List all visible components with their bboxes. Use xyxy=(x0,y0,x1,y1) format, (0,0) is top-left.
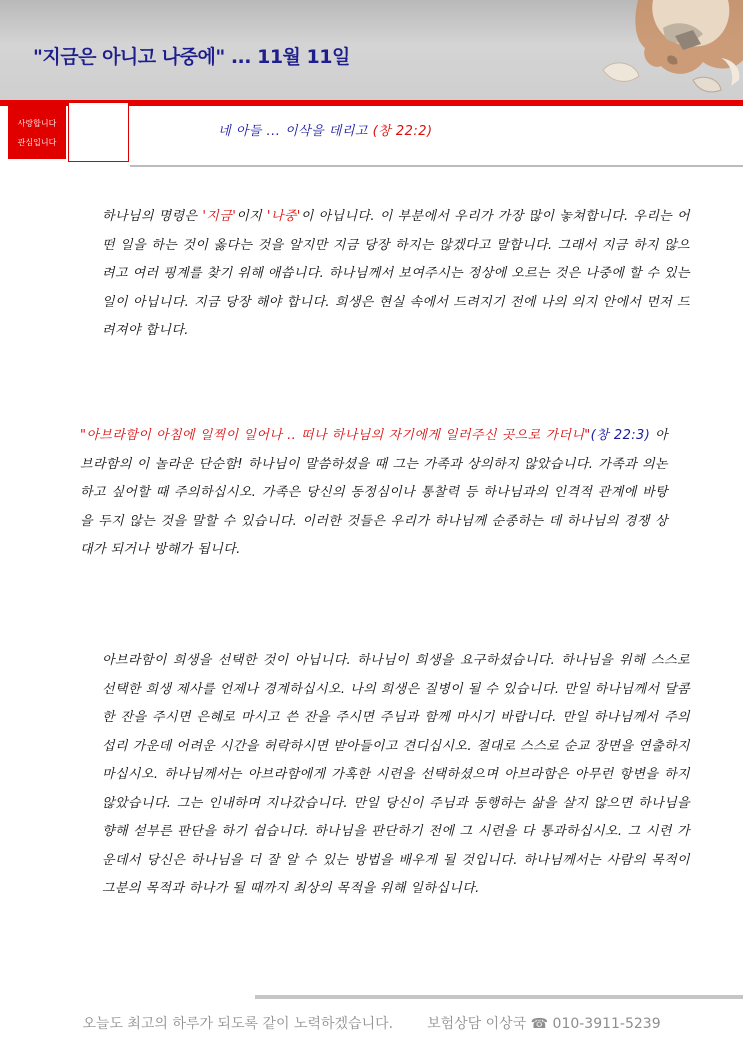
verse-subtitle xyxy=(218,120,433,139)
page-title: "지금은 아니고 나중에" ... 11월 11일 xyxy=(33,46,350,68)
para2-text: 아브라함의 이 놀라운 단순함! 하나님이 말씀하셨을 때 그는 가족과 상의하지 않았습니다. 가족과 의논하고 싶어할 때 주의하십시오. 가족은 당신의 동정심이나 통찰력 등 하나님과의 인격적 관계에 바탕을 두지 않는 것을 말할 수 있습니다. 이러한 것들은 우리가 하나님께 순종하는 데 하나님의 경쟁 상대가 되거나 방해가 됩니다. xyxy=(80,428,668,557)
footer-divider xyxy=(255,995,743,999)
header-banner xyxy=(0,0,743,100)
label-box xyxy=(8,101,66,159)
label-line-2: 관심입니다 xyxy=(17,138,57,147)
subtitle-divider xyxy=(130,165,743,167)
paragraph-3 xyxy=(80,647,690,904)
verse-reference: (창 22:2) xyxy=(372,124,433,139)
verse-text: 네 아들 ... 이삭을 데리고 xyxy=(218,124,373,139)
paragraph-2 xyxy=(80,422,668,565)
footer xyxy=(0,1013,743,1033)
paragraph-1 xyxy=(80,203,690,346)
footer-contact: 보험상담 이상국 ☎ 010-3911-5239 xyxy=(427,1016,661,1032)
para1-text-2: 이지 xyxy=(236,209,267,224)
label-line-1: 사랑합니다 xyxy=(17,119,57,128)
para1-later-word: '나중' xyxy=(266,209,301,224)
blank-box xyxy=(68,102,129,162)
para1-text-3: 이 아닙니다. 이 부분에서 우리가 가장 많이 놓쳐합니다. 우리는 어떤 일을 하는 것이 옳다는 것을 알지만 지금 당장 하지는 않겠다고 말합니다. 그래서 지금 하지 않으려고 여러 핑계를 찾기 위해 애씁니다. 하나님께서 보여주시는 정상에 오르는 것은 나중에 할 수 있는 일이 아닙니다. 지금 당장 해야 합니다. 희생은 현실 속에서 드려지기 전에 나의 의지 안에서 먼저 드려져야 합니다. xyxy=(102,209,690,338)
footer-slogan: 오늘도 최고의 하루가 되도록 같이 노력하겠습니다. xyxy=(82,1016,394,1032)
para3-text: 아브라함이 희생을 선택한 것이 아닙니다. 하나님이 희생을 요구하셨습니다. 하나님을 위해 스스로 선택한 희생 제사를 언제나 경계하십시오. 나의 희생은 질병이 될 수 있습니다. 만일 하나님께서 달콤한 잔을 주시면 은혜로 마시고 쓴 잔을 주시면 주님과 함께 마시기 바랍니다. 만일 하나님께서 주의 섭리 가운데 어려운 시간을 허락하시면 받아들이고 견디십시오. 절대로 스스로 순교 장면을 연출하지 마십시오. 하나님께서는 아브라함에게 가혹한 시련을 선택하셨으며 아브라함은 아무런 항변을 하지 않았습니다. 그는 인내하며 지나갔습니다. 만일 당신이 주님과 동행하는 삶을 살지 않으면 하나님을 향해 섣부른 판단을 하기 쉽습니다. 하나님을 판단하기 전에 그 시련을 다 통과하십시오. 그 시련 가운데서 당신은 하나님을 더 잘 알 수 있는 방법을 배우게 될 것입니다. 하나님께서는 사람의 목적이 그분의 목적과 하나가 될 때까지 최상의 목적을 위해 일하십니다. xyxy=(102,653,690,896)
para1-now-word: '지금' xyxy=(202,209,237,224)
cracked-eggshell-icon xyxy=(543,0,743,100)
para2-reference: (창 22:3) xyxy=(590,428,651,443)
para1-text-1: 하나님의 명령은 xyxy=(102,209,203,224)
para2-quote: "아브라함이 아침에 일찍이 일어나 .. 떠나 하나님의 자기에게 일러주신 곳으로 가더니" xyxy=(80,428,591,443)
